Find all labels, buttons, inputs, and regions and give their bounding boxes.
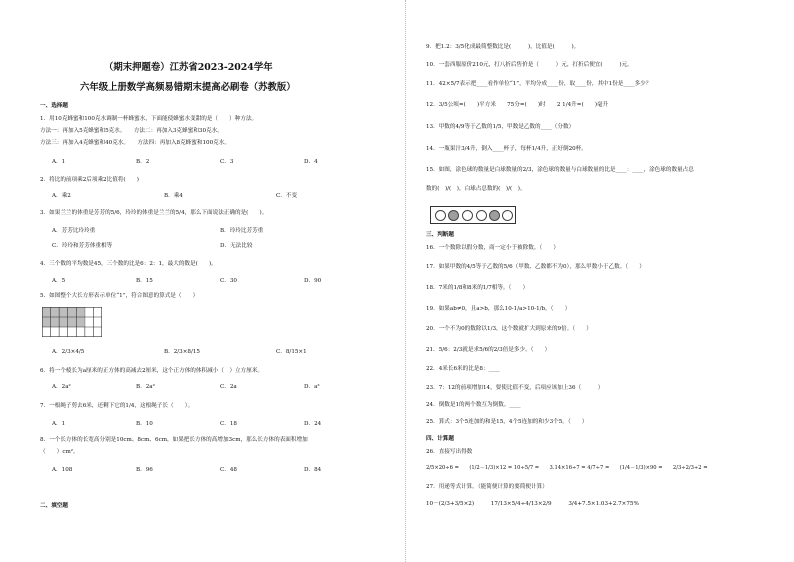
q1-option-c: C．3 <box>220 159 234 165</box>
question-1: 1．用10克蜂蜜和100克水调制一杯蜂蜜水，下面能使蜂蜜水变甜的是（ ）种方法。 <box>40 116 258 122</box>
question-26: 26．直接写出得数 <box>426 449 473 455</box>
q8-option-d: D．84 <box>304 467 322 473</box>
question-7: 7．一根绳子剪去6米，还剩下它的1/4，这根绳子长（ ）。 <box>40 403 194 409</box>
question-2: 2．将比的前项乘2后项乘2比值将( ) <box>40 177 139 183</box>
exam-title-line1: （期末押题卷）江苏省2023-2024学年 <box>104 62 273 73</box>
q7-option-d: D．24 <box>304 421 322 427</box>
question-4: 4．三个数的平均数是45，三个数的比是6：2：1，最大的数是( )。 <box>40 261 217 267</box>
q4-option-d: D．90 <box>304 278 322 284</box>
q1-option-d: D．4 <box>304 159 318 165</box>
q3-option-c: C．玲玲和芳芳体重相等 <box>52 243 113 249</box>
q5-grid-figure <box>42 307 102 337</box>
q15-ball-figure <box>430 206 516 224</box>
question-18: 18．7米的1/8和8米的1/7相等。（ ） <box>426 285 529 291</box>
question-20: 20．一个不为0的数除以1/3，这个数就扩大到原来的9倍。（ ） <box>426 326 592 332</box>
q5-option-c: C．8/15×1 <box>276 349 307 355</box>
q3-option-a: A．芳芳比玲玲重 <box>52 228 96 234</box>
question-26-items: 2/5×20÷6 = (1/2－1/3)×12 = 10÷5/7 = 3.14×16÷7 = 4/7÷7 = (1/4－1/3)×90 = 2/3÷2/3÷2 = <box>426 465 708 471</box>
question-27-items: 10－(2/3+3/5×2) 17/13×5/4÷4/13×2/9 3/4+7.5×1.03+2.7×75% <box>426 501 639 507</box>
column-divider <box>405 0 406 562</box>
q4-option-b: B．15 <box>136 278 153 284</box>
question-17: 17．如果甲数的4/5等于乙数的5/6（甲数、乙数都不为0），那么甲数小于乙数。（ ） <box>426 264 645 270</box>
white-ball <box>462 210 473 221</box>
question-15: 15．如图，涂色球的数量是白球数量的2/3，涂色球的数量与白球数量的比是____：____，涂色球的数量占总 <box>426 167 694 173</box>
white-ball <box>476 210 487 221</box>
question-22: 22．4米长6米的比是8：____ <box>426 366 500 372</box>
question-23: 23．7：12的前项增加14，要使比值不变，后项应该加上36（ ） <box>426 385 604 391</box>
q3-option-d: D．无法比较 <box>220 243 253 249</box>
question-16: 16．一个数除以假分数，商一定小于被除数。（ ） <box>426 245 559 251</box>
shaded-ball <box>489 210 500 221</box>
question-13: 13．甲数的4/9等于乙数的1/5，甲数是乙数的____（分数） <box>426 124 575 130</box>
section-multiple-choice: 一、选择题 <box>40 103 68 109</box>
question-1-method-3-4: 方法三：再加入4克蜂蜜和40克水。 方法四：再加入8克蜂蜜和100克水。 <box>40 140 230 146</box>
q8-option-a: A．108 <box>52 467 73 473</box>
q3-option-b: B．玲玲比芳芳重 <box>220 228 264 234</box>
q5-option-b: B．2/3×8/15 <box>164 349 200 355</box>
q1-option-a: A．1 <box>52 159 66 165</box>
q7-option-a: A．1 <box>52 421 66 427</box>
shaded-ball <box>448 210 459 221</box>
question-8-cont: （ ）cm²。 <box>40 449 79 455</box>
white-ball <box>502 210 513 221</box>
question-1-method-1-2: 方法一：再加入5克蜂蜜和5克水。 方法二：再加入3克蜂蜜和30克水。 <box>40 128 223 134</box>
section-fill-blank: 二、填空题 <box>40 503 68 509</box>
question-10: 10．一套西服原价210元，打八折后售价是（ ）元，打折后便宜( )元。 <box>426 62 633 68</box>
exam-title-line2: 六年级上册数学高频易错期末提高必刷卷（苏教版） <box>80 82 296 93</box>
question-5: 5．如图整个大长方形表示单位“1”，符合图意的算式是（ ） <box>40 293 199 299</box>
q1-option-b: B．2 <box>136 159 150 165</box>
q4-option-a: A．5 <box>52 278 66 284</box>
question-27: 27．用递等式计算。（能简便计算的要简便计算） <box>426 484 548 490</box>
question-6: 6．将一个棱长为a厘米的正方体的高减去2厘米，这个正方体的体积减小（ ）立方厘米。 <box>40 368 264 374</box>
question-11: 11．42×5/7表示把____看作单位“1”，平均分成____份，取____份，其中1份是____多少？ <box>426 81 652 87</box>
q7-option-c: C．18 <box>220 421 237 427</box>
q5-option-a: A．2/3×4/5 <box>52 349 85 355</box>
question-21: 21．5/6：2/3就是求5/6的2/3倍是多少。（ ） <box>426 347 551 353</box>
q2-option-a: A．乘2 <box>52 193 71 199</box>
white-ball <box>435 210 446 221</box>
q8-option-c: C．48 <box>220 467 237 473</box>
question-15-cont: 数的( )/( )，白球占总数的( )/( )。 <box>426 186 526 192</box>
section-calculation: 四、计算题 <box>426 436 454 442</box>
question-24: 24．倒数是1的两个数互为倒数。____ <box>426 402 521 408</box>
question-25: 25．算式：3个5连加的和是15，4个5连加的和少3个5。（ ） <box>426 419 588 425</box>
q2-option-c: C．不变 <box>276 193 298 199</box>
q4-option-c: C．30 <box>220 278 237 284</box>
q5-grid-svg <box>42 307 102 337</box>
question-12: 12．3/5公顷=( )平方米 75分=( )时 2 1/4升=( )毫升 <box>426 102 609 108</box>
question-8: 8．一个长方体的长宽高分别是10cm、8cm、6cm，如果把长方体的高增加3cm，那么长方体的表面积增加 <box>40 437 308 443</box>
question-19: 19．如果ab≠0，且a>b，那么10-1/a>10-1/b。（ ） <box>426 306 571 312</box>
q7-option-b: B．10 <box>136 421 153 427</box>
left-column <box>40 0 388 562</box>
question-9: 9．把1.2：3/5化成最简整数比是( )，比值是( )。 <box>426 44 580 50</box>
q6-option-b: B．2a² <box>136 384 155 390</box>
q8-option-b: B．96 <box>136 467 153 473</box>
q6-option-d: D．a² <box>304 384 320 390</box>
q2-option-b: B．乘4 <box>164 193 183 199</box>
question-3: 3．如果兰兰的体重是芳芳的5/6，玲玲的体重是兰兰的5/4，那么下面说法正确的是( )。 <box>40 210 268 216</box>
question-14: 14．一瓶果汁3/4升，倒入____杯子，每杯1/4升，正好倒20杯。 <box>426 146 587 152</box>
q6-option-c: C．2a <box>220 384 237 390</box>
q6-option-a: A．2a² <box>52 384 71 390</box>
right-column <box>426 0 766 562</box>
section-true-false: 三、判断题 <box>426 232 454 238</box>
